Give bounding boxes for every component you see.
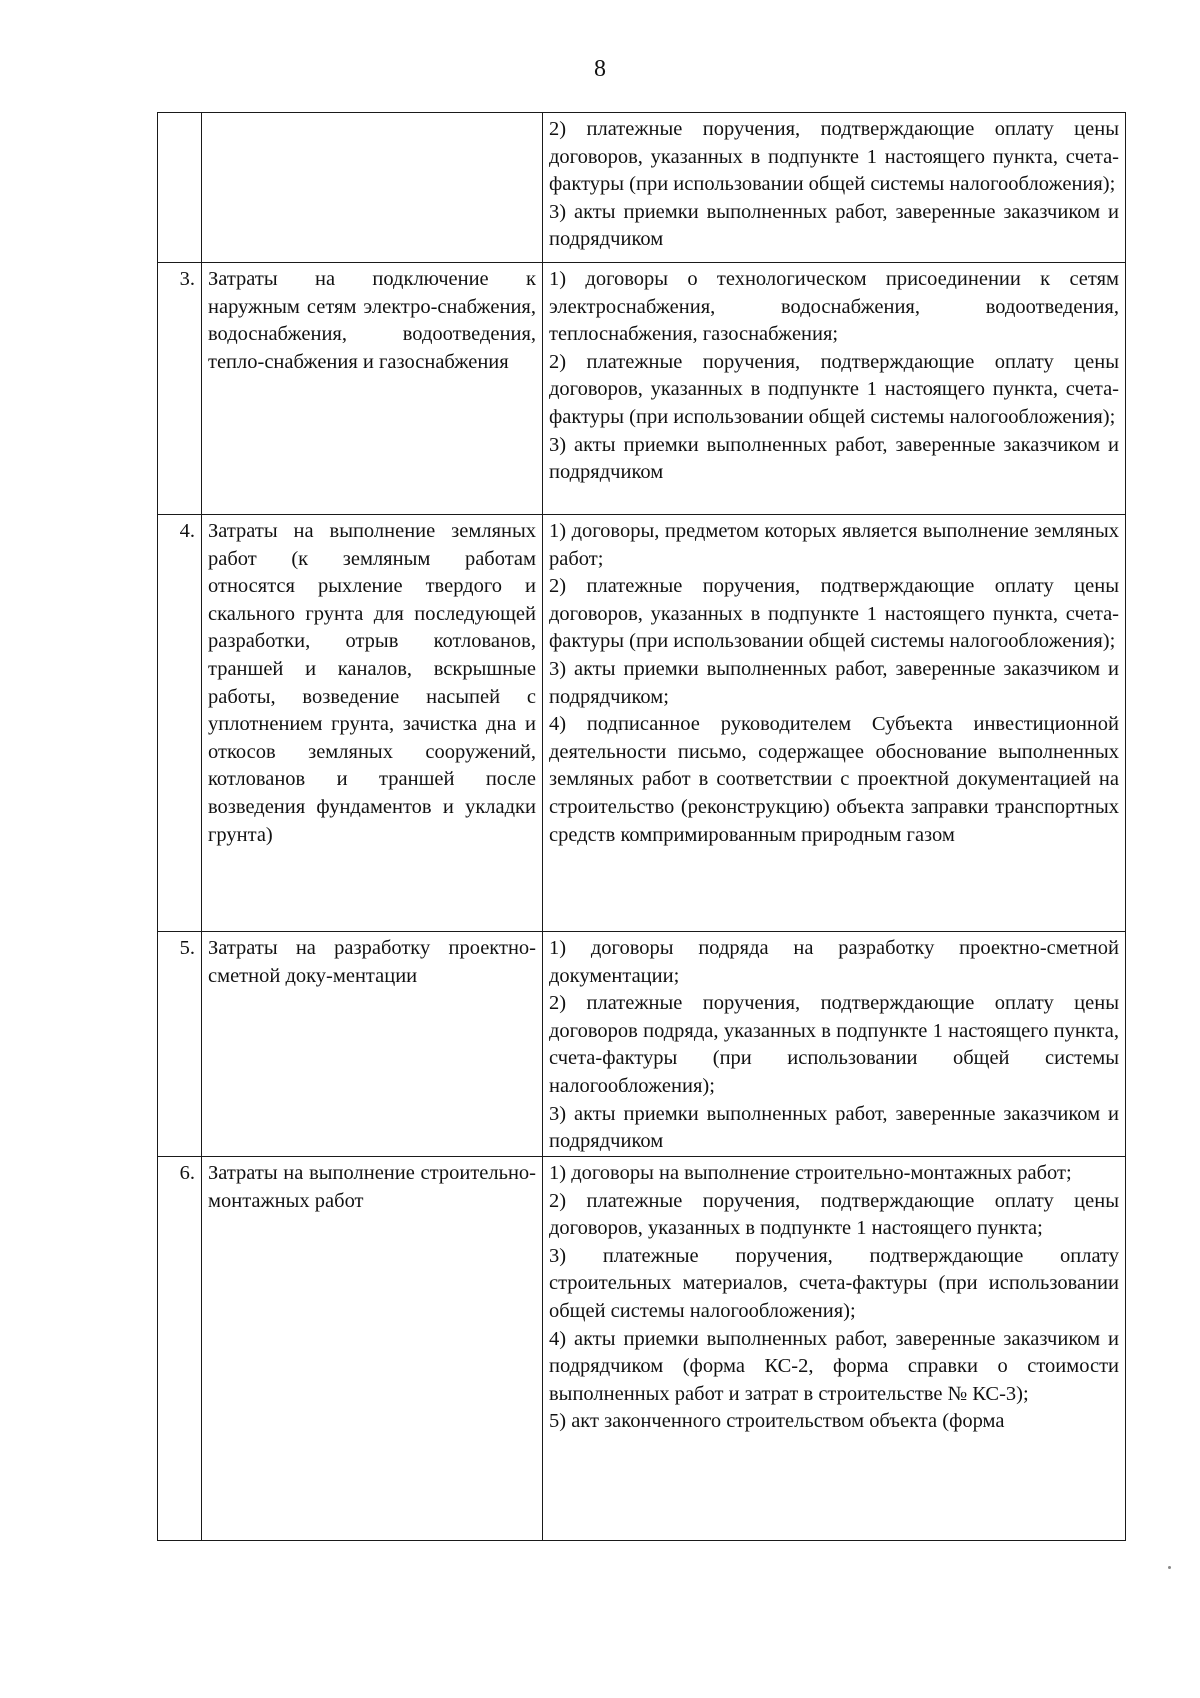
cost-type: Затраты на выполнение строительно-монтажных работ	[202, 1157, 543, 1541]
document-item: 2) платежные поручения, подтверждающие оплату цены договоров, указанных в подпункте 1 настоящего пункта, счета-фактуры (при использовании общей системы налогообложения);	[549, 575, 1119, 653]
document-item: 2) платежные поручения, подтверждающие оплату цены договоров, указанных в подпункте 1 настоящего пункта;	[549, 1189, 1119, 1240]
page-number: 8	[594, 56, 606, 82]
table-row	[158, 263, 1126, 515]
required-documents	[543, 932, 1126, 1157]
scan-speck	[1168, 1566, 1171, 1569]
row-number: 6.	[158, 1157, 202, 1541]
required-documents	[543, 515, 1126, 932]
row-number: 4.	[158, 515, 202, 932]
document-item: 3) акты приемки выполненных работ, заверенные заказчиком и подрядчиком;	[549, 657, 1119, 708]
document-item: 1) договоры о технологическом присоединении к сетям электроснабжения, водоснабжения, водоотведения, теплоснабжения, газоснабжения;	[549, 268, 1119, 346]
document-item: 3) акты приемки выполненных работ, заверенные заказчиком и подрядчиком	[549, 1102, 1119, 1153]
document-item: 4) подписанное руководителем Субъекта инвестиционной деятельности письмо, содержащее обоснование выполненных земляных работ в соответствии с проектной документацией на строительство (реконструкцию) объекта заправки транспортных средств компримированным природным газом	[549, 713, 1119, 846]
document-item: 5) акт законченного строительством объекта (форма	[549, 1410, 1005, 1433]
table-row	[158, 515, 1126, 932]
row-number: 3.	[158, 263, 202, 515]
cost-type: Затраты на разработку проектно-сметной доку-ментации	[202, 932, 543, 1157]
document-item: 2) платежные поручения, подтверждающие оплату цены договоров, указанных в подпункте 1 настоящего пункта, счета-фактуры (при использовании общей системы налогообложения);	[549, 118, 1119, 196]
cost-type: Затраты на выполнение земляных работ (к земляным работам относятся рыхление твердого и скального грунта для последующей разработки, отрыв котлованов, траншей и каналов, вскрышные работы, возведение насыпей с уплотнением грунта, зачистка дна и откосов земляных сооружений, котлованов и траншей после возведения фундаментов и укладки грунта)	[202, 515, 543, 932]
required-documents	[543, 113, 1126, 263]
document-item: 3) акты приемки выполненных работ, заверенные заказчиком и подрядчиком	[549, 200, 1119, 251]
table-row	[158, 1157, 1126, 1541]
row-number: 5.	[158, 932, 202, 1157]
document-item: 2) платежные поручения, подтверждающие оплату цены договоров подряда, указанных в подпункте 1 настоящего пункта, счета-фактуры (при использовании общей системы налогообложения);	[549, 992, 1119, 1097]
cost-type: Затраты на подключение к наружным сетям электро-снабжения, водоснабжения, водоотведения, тепло-снабжения и газоснабжения	[202, 263, 543, 515]
required-documents	[543, 1157, 1126, 1541]
document-item: 2) платежные поручения, подтверждающие оплату цены договоров, указанных в подпункте 1 настоящего пункта, счета-фактуры (при использовании общей системы налогообложения);	[549, 350, 1119, 428]
cost-type	[202, 113, 543, 263]
table-row	[158, 113, 1126, 263]
table-row	[158, 932, 1126, 1157]
row-number	[158, 113, 202, 263]
document-item: 4) акты приемки выполненных работ, заверенные заказчиком и подрядчиком (форма КС-2, форма справки о стоимости выполненных работ и затрат в строительстве № КС-3);	[549, 1327, 1119, 1405]
document-item: 3) акты приемки выполненных работ, заверенные заказчиком и подрядчиком	[549, 433, 1119, 484]
documents-table	[157, 112, 1126, 1541]
document-item: 1) договоры на выполнение строительно-монтажных работ;	[549, 1162, 1072, 1184]
document-item: 1) договоры подряда на разработку проектно-сметной документации;	[549, 937, 1119, 987]
document-item: 1) договоры, предметом которых является выполнение земляных работ;	[549, 520, 1119, 570]
required-documents	[543, 263, 1126, 515]
document-item: 3) платежные поручения, подтверждающие оплату строительных материалов, счета-фактуры (при использовании общей системы налогообложения);	[549, 1244, 1119, 1322]
